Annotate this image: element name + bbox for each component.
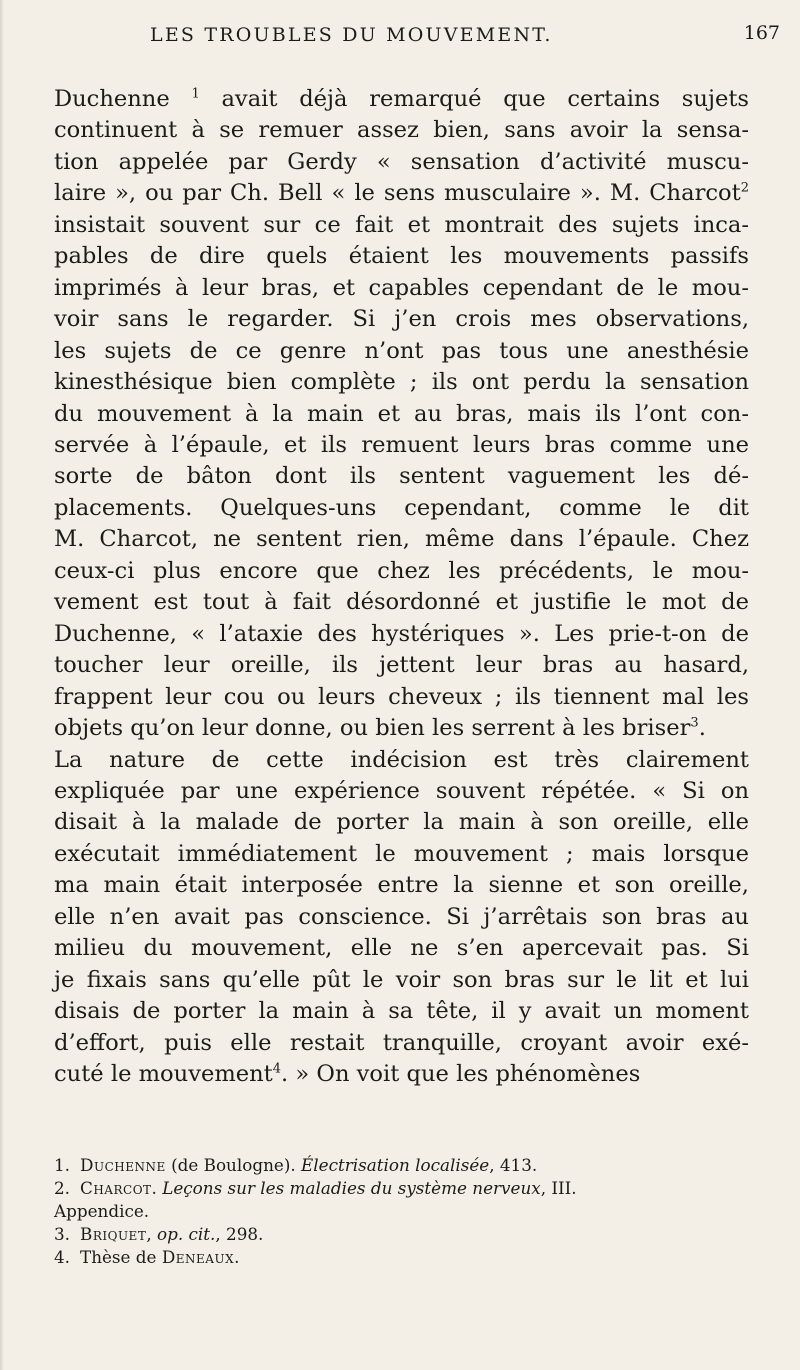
footnote-text: , III.: [540, 1178, 577, 1198]
footnotes: [54, 1154, 749, 1269]
footnote-ref: 2: [740, 180, 749, 196]
text-line: [54, 84, 749, 115]
line-text: voir sans le regarder. Si j’en crois mes observations,: [54, 306, 749, 333]
line-text: vement est tout à fait désordonné et justifie le mot de: [54, 589, 749, 616]
line-text: sorte de bâton dont ils sentent vaguement les dé-: [54, 463, 749, 490]
text-line: [54, 430, 749, 461]
footnote-title: Leçons sur les maladies du système nerveux: [162, 1178, 541, 1198]
line-text: milieu du mouvement, elle ne s’en apercevait pas. Si: [54, 935, 749, 962]
line-text: cuté le mouvement: [54, 1061, 273, 1088]
footnote-number: 4.: [54, 1247, 71, 1267]
line-text: laire », ou par Ch. Bell « le sens musculaire ». M. Charcot: [54, 180, 741, 207]
text-line: [54, 399, 749, 430]
text-line: [54, 870, 749, 901]
footnote: [54, 1246, 749, 1269]
footnote-text: Thèse de: [80, 1247, 162, 1267]
body-text: [54, 84, 749, 1091]
line-text: tion appelée par Gerdy « sensation d’activité muscu-: [54, 148, 749, 175]
line-text: M. Charcot, ne sentent rien, même dans l’épaule. Chez: [54, 526, 749, 553]
footnote-title: Électrisation localisée: [301, 1155, 490, 1175]
text-line: [54, 965, 749, 996]
footnote-text: , 298.: [215, 1224, 264, 1244]
text-line: [54, 682, 749, 713]
text-line: [54, 839, 749, 870]
text-line: [54, 241, 749, 272]
text-line: [54, 304, 749, 335]
line-text: imprimés à leur bras, et capables cependant de le mou-: [54, 274, 749, 301]
line-text: disais de porter la main à sa tête, il y avait un moment: [54, 998, 749, 1025]
line-text: La nature de cette indécision est très clairement: [54, 746, 749, 773]
footnote-author: Duchenne: [80, 1155, 166, 1175]
footnote-text: .: [151, 1178, 163, 1198]
line-text: kinesthésique bien complète ; ils ont perdu la sensation: [54, 369, 749, 396]
line-text: pables de dire quels étaient les mouvements passifs: [54, 243, 749, 270]
line-text: Duchenne, « l’ataxie des hystériques ». Les prie-t-on de: [54, 620, 749, 647]
footnote: [54, 1200, 749, 1223]
line-text-after-ref: .: [698, 715, 706, 742]
line-text: disait à la malade de porter la main à son oreille, elle: [54, 809, 749, 836]
footnote-ref: 1: [191, 86, 200, 102]
text-line: [54, 115, 749, 146]
text-line: [54, 210, 749, 241]
text-line: [54, 493, 749, 524]
text-line: [54, 713, 749, 744]
text-line: [54, 996, 749, 1027]
text-line: [54, 147, 749, 178]
line-text: je fixais sans qu’elle pût le voir son bras sur le lit et lui: [54, 966, 749, 993]
running-header: [150, 24, 780, 60]
footnote-number: 2.: [54, 1178, 71, 1198]
line-text-after-ref: avait déjà remarqué que certains sujets: [199, 86, 749, 112]
line-text: frappent leur cou ou leurs cheveux ; ils tiennent mal les: [54, 683, 749, 710]
line-text: ma main était interposée entre la sienne et son oreille,: [54, 872, 749, 899]
text-line: [54, 776, 749, 807]
line-text: Duchenne: [54, 86, 192, 112]
footnote-text: , 413.: [489, 1155, 538, 1175]
line-text: ceux-ci plus encore que chez les précédents, le mou-: [54, 557, 749, 584]
footnote: [54, 1177, 749, 1200]
line-text: les sujets de ce genre n’ont pas tous une anesthésie: [54, 337, 749, 364]
line-text: exécutait immédiatement le mouvement ; mais lorsque: [54, 840, 749, 867]
footnote-author: Deneaux: [161, 1247, 235, 1267]
line-text: expliquée par une expérience souvent répétée. « Si on: [54, 777, 749, 804]
text-line: [54, 273, 749, 304]
footnote-author: Briquet: [80, 1224, 147, 1244]
text-line: [54, 461, 749, 492]
line-text: insistait souvent sur ce fait et montrait des sujets inca-: [54, 211, 749, 238]
text-line: [54, 1059, 749, 1090]
footnote-text: .: [234, 1247, 240, 1267]
line-text: servée à l’épaule, et ils remuent leurs bras comme une: [54, 431, 749, 458]
line-text: continuent à se remuer assez bien, sans avoir la sensa-: [54, 117, 749, 144]
line-text: toucher leur oreille, ils jettent leur bras au hasard,: [54, 652, 749, 679]
text-line: [54, 650, 749, 681]
line-text: objets qu’on leur donne, ou bien les serrent à les briser: [54, 715, 691, 742]
text-line: [54, 1028, 749, 1059]
footnote-text: ,: [146, 1224, 157, 1244]
footnote: [54, 1154, 749, 1177]
text-line: [54, 807, 749, 838]
text-line: [54, 619, 749, 650]
text-line: [54, 524, 749, 555]
running-title: LES TROUBLES DU MOUVEMENT.: [150, 24, 553, 46]
line-text: du mouvement à la main et au bras, mais ils l’ont con-: [54, 400, 749, 427]
footnote-author: Charcot: [80, 1178, 152, 1198]
line-text: placements. Quelques-uns cependant, comme le dit: [54, 494, 749, 521]
line-text-after-ref: . » On voit que les phénomènes: [281, 1061, 641, 1088]
footnote-number: 1.: [54, 1155, 71, 1175]
footnote-ref: 4: [272, 1061, 282, 1077]
footnote-text: Appendice.: [54, 1201, 150, 1221]
footnote-text: (de Boulogne).: [165, 1155, 302, 1175]
text-line: [54, 336, 749, 367]
footnote-title: op. cit.: [157, 1224, 216, 1244]
text-line: [54, 178, 749, 209]
text-line: [54, 587, 749, 618]
page-number: 167: [743, 22, 780, 44]
text-line: [54, 745, 749, 776]
footnote-number: 3.: [54, 1224, 71, 1244]
line-text: d’effort, puis elle restait tranquille, croyant avoir exé-: [54, 1029, 749, 1056]
text-line: [54, 556, 749, 587]
text-line: [54, 367, 749, 398]
text-line: [54, 902, 749, 933]
page-edge: [0, 0, 4, 1370]
line-text: elle n’en avait pas conscience. Si j’arrêtais son bras au: [54, 903, 749, 930]
footnote-ref: 3: [690, 715, 699, 731]
footnote: [54, 1223, 749, 1246]
text-line: [54, 933, 749, 964]
